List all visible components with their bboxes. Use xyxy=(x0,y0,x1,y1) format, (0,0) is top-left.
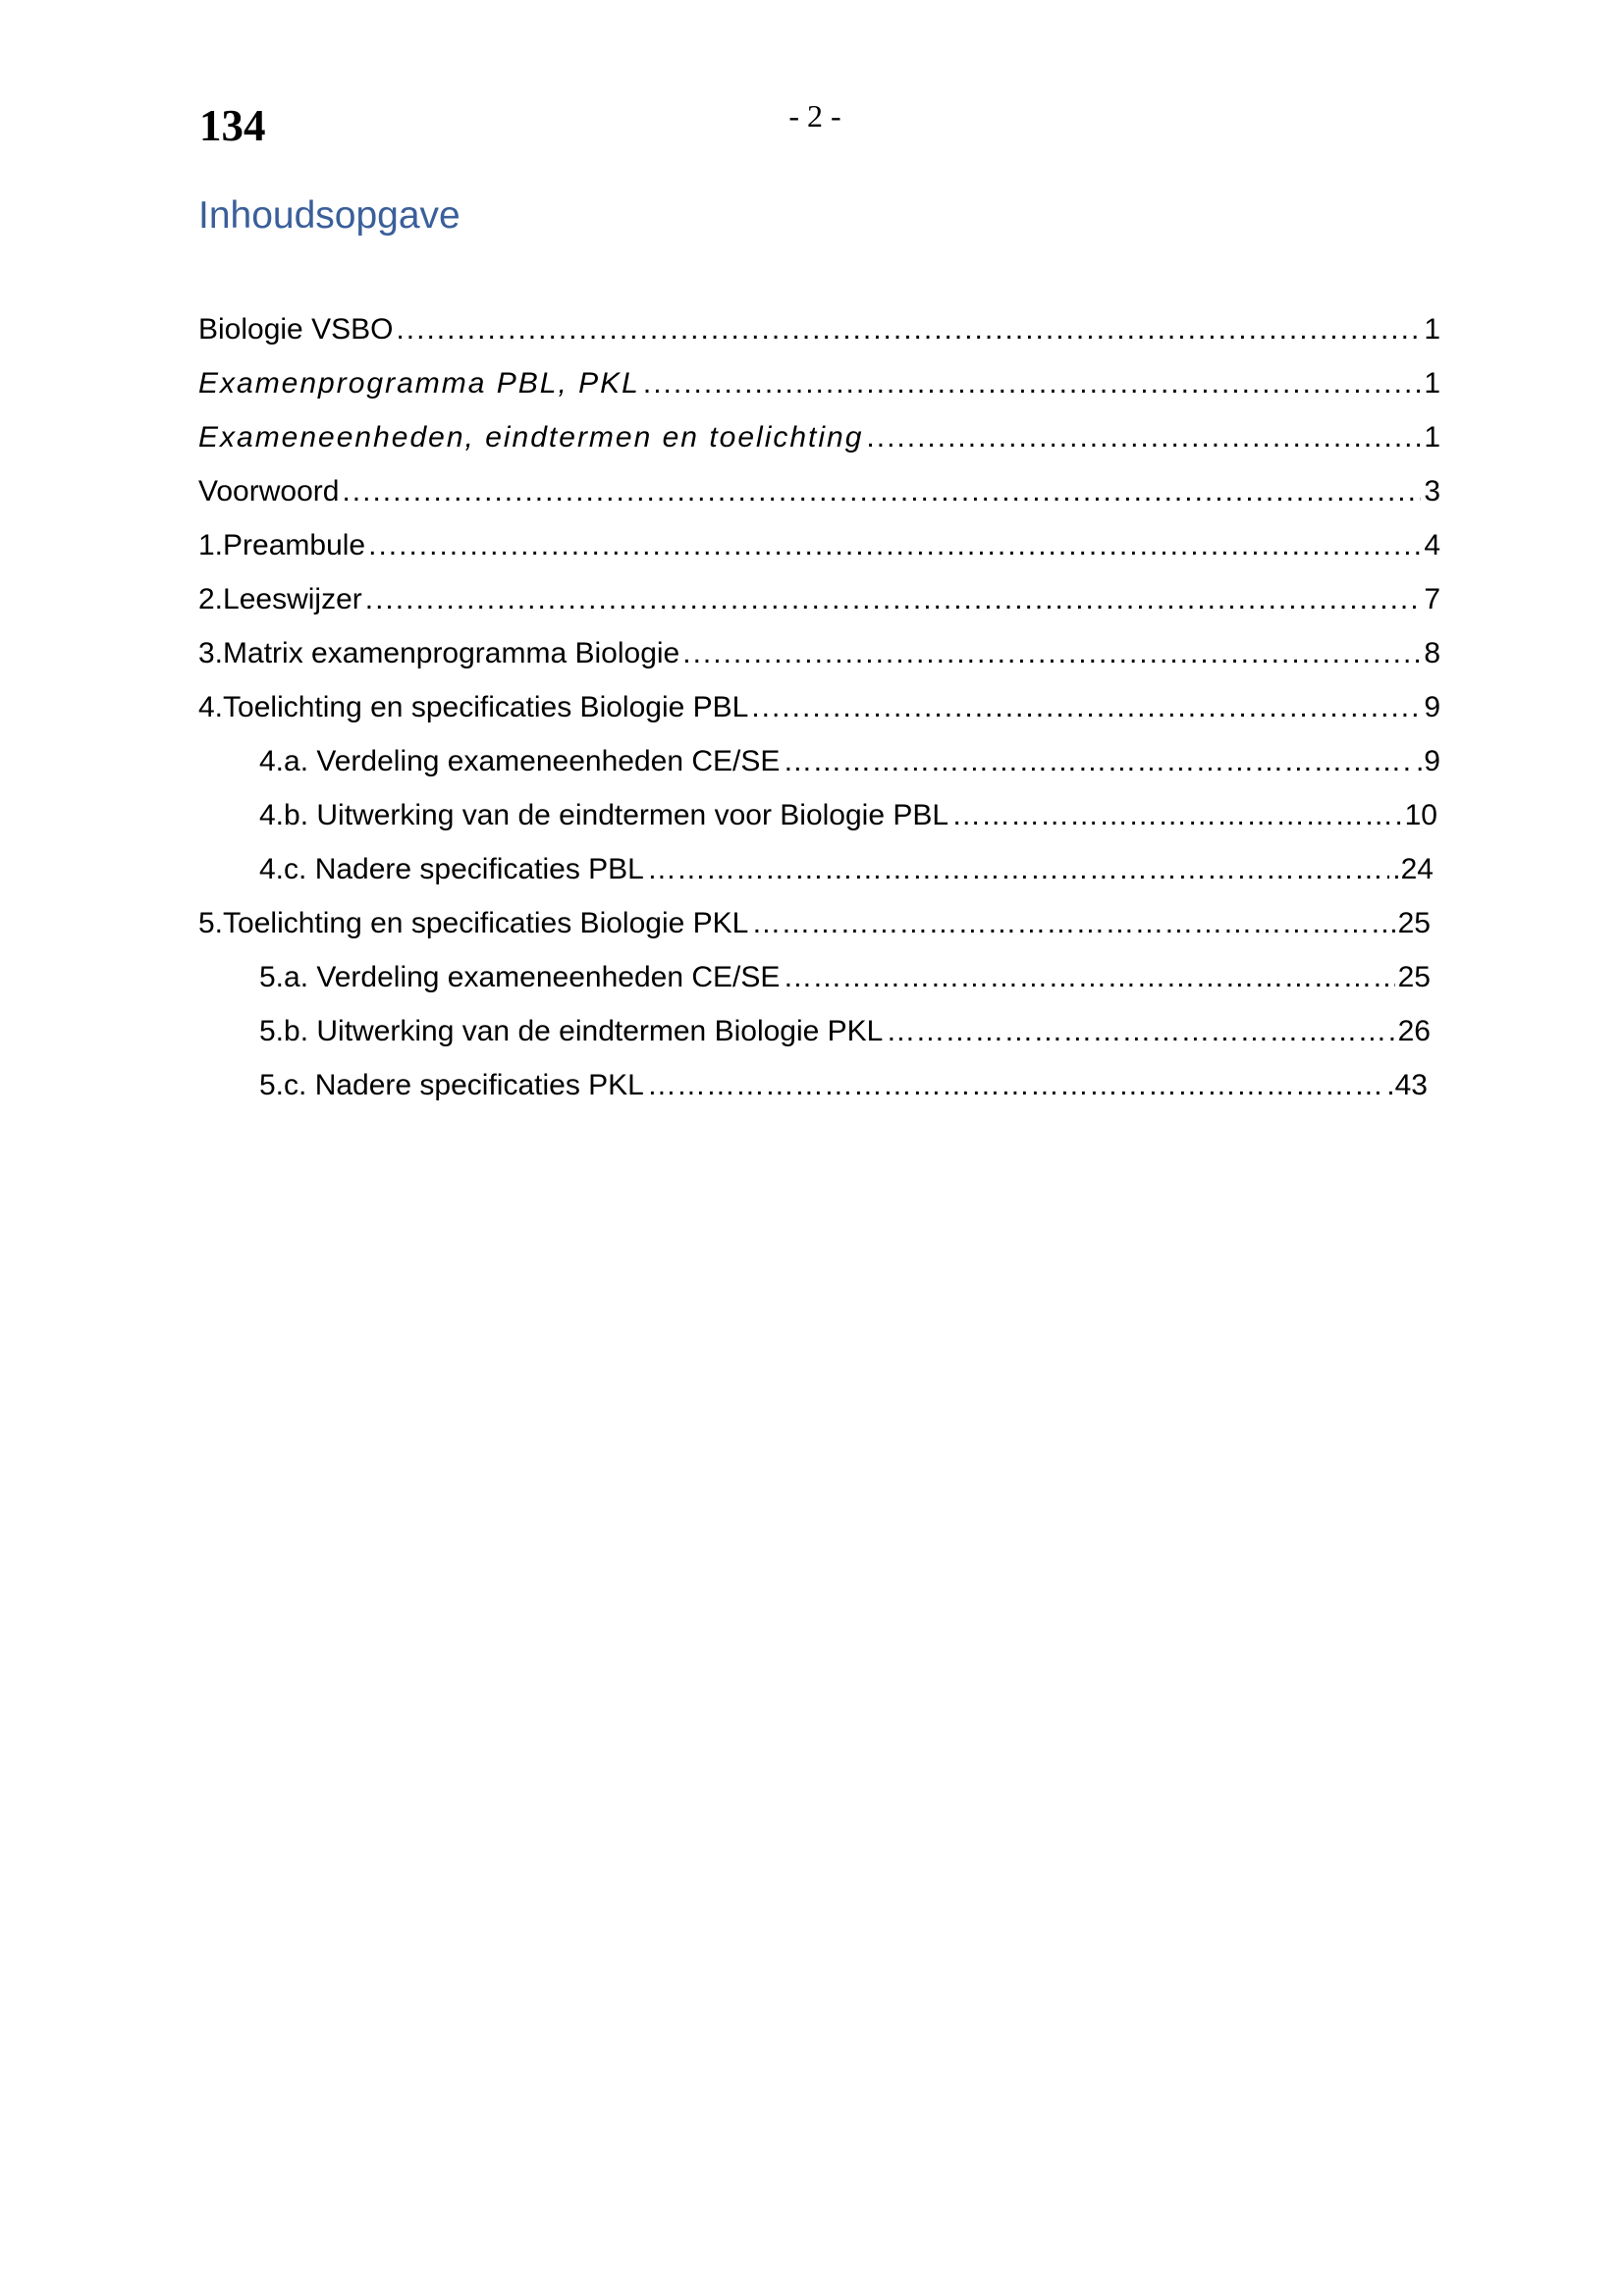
toc-entry-label: Examenprogramma PBL, PKL xyxy=(198,367,640,400)
toc-subentry[interactable] xyxy=(259,1012,1431,1051)
dot-leader xyxy=(342,472,1421,511)
dot-leader xyxy=(647,850,1389,889)
toc-entry[interactable] xyxy=(198,580,1440,619)
toc-entry[interactable] xyxy=(198,904,1431,943)
toc-entry-number: 5. xyxy=(198,907,224,939)
toc-entry-page: 7 xyxy=(1424,583,1440,615)
toc-entry-page: .25 xyxy=(1389,907,1431,939)
dot-leader xyxy=(368,526,1421,565)
toc-entry-number: 3. xyxy=(198,637,224,669)
toc-entry-label: Matrix examenprogramma Biologie xyxy=(223,637,680,669)
toc-entry[interactable] xyxy=(198,418,1440,457)
toc-entry-page: 25 xyxy=(1397,961,1431,993)
toc-entry-page: .24 xyxy=(1392,853,1434,885)
toc-entry-page: 10 xyxy=(1404,799,1437,831)
toc-entry[interactable] xyxy=(198,364,1440,403)
toc-entry[interactable] xyxy=(198,526,1440,565)
toc-entry-page: 1 xyxy=(1424,313,1440,346)
toc-entry-label: Toelichting en specificaties Biologie PKL xyxy=(223,907,749,939)
toc-entry-label: 5.c. Nadere specificaties PKL xyxy=(259,1069,644,1101)
toc-entry-page: 1 xyxy=(1424,367,1440,400)
toc-entry-label: Preambule xyxy=(223,529,366,561)
toc-entry-page: .43 xyxy=(1386,1069,1428,1101)
toc-entry-number: 2. xyxy=(198,583,224,615)
dot-leader xyxy=(783,742,1413,781)
toc-entry-label: 4.a. Verdeling exameneenheden CE/SE xyxy=(259,745,781,777)
dot-leader xyxy=(886,1012,1394,1051)
toc-entry[interactable] xyxy=(198,688,1440,727)
dot-leader xyxy=(365,580,1422,619)
toc-entry-label: 5.a. Verdeling exameneenheden CE/SE xyxy=(259,961,781,993)
toc-entry-page: 8 xyxy=(1424,637,1440,669)
dot-leader xyxy=(751,904,1386,943)
toc-entry-page: 3 xyxy=(1424,475,1440,507)
toc-entry-page: 26 xyxy=(1397,1015,1431,1047)
dot-leader xyxy=(951,796,1402,835)
dot-leader xyxy=(751,688,1421,727)
dot-leader xyxy=(396,310,1421,349)
toc-entry-label: 4.b. Uitwerking van de eindtermen voor Biologie PBL xyxy=(259,799,949,831)
toc-title: Inhoudsopgave xyxy=(198,194,460,237)
document-number: 134 xyxy=(199,101,266,150)
toc-entry-label: Biologie VSBO xyxy=(198,313,394,346)
toc-subentry[interactable] xyxy=(259,796,1437,835)
toc-entry[interactable] xyxy=(198,310,1440,349)
toc-entry-label: 5.b. Uitwerking van de eindtermen Biologie PKL xyxy=(259,1015,884,1047)
toc-entry-page: 1 xyxy=(1424,421,1440,454)
toc-entry-label: Toelichting en specificaties Biologie PBL xyxy=(223,691,749,723)
toc-entry-page: 9 xyxy=(1424,691,1440,723)
dot-leader xyxy=(643,364,1421,403)
dot-leader xyxy=(866,418,1421,457)
page-number: - 2 - xyxy=(788,98,841,133)
dot-leader xyxy=(647,1066,1383,1105)
toc-entry-page: .9 xyxy=(1415,745,1440,777)
toc-subentry[interactable] xyxy=(259,850,1434,889)
toc-entry-label: Exameneenheden, eindtermen en toelichting xyxy=(198,421,864,454)
toc-subentry[interactable] xyxy=(259,1066,1428,1105)
dot-leader xyxy=(682,634,1421,673)
dot-leader xyxy=(783,958,1394,997)
toc-entry-label: 4.c. Nadere specificaties PBL xyxy=(259,853,644,885)
toc-entry-page: 4 xyxy=(1424,529,1440,561)
toc-entry[interactable] xyxy=(198,472,1440,511)
toc-entry-number: 1. xyxy=(198,529,224,561)
toc-entry-label: Leeswijzer xyxy=(223,583,362,615)
toc-subentry[interactable] xyxy=(259,742,1440,781)
toc-subentry[interactable] xyxy=(259,958,1431,997)
toc-entry-number: 4. xyxy=(198,691,224,723)
toc-entry-label: Voorwoord xyxy=(198,475,340,507)
toc-entry[interactable] xyxy=(198,634,1440,673)
